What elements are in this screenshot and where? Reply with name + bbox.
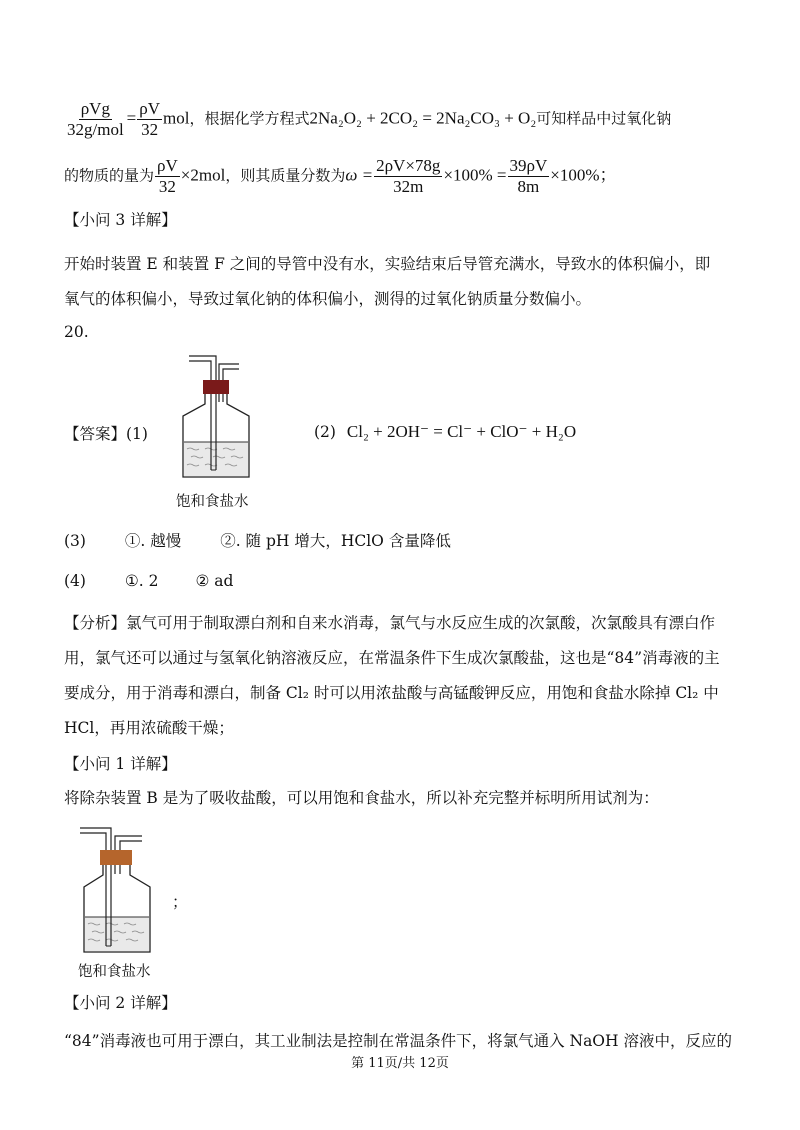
line-1: $\frac{\text{ρVg}}{\text{32g/mol}}$ = $\frac{\rho V}{32}$ mol，根据化学方程式2Na₂O₂ + 2CO₂ = 2Na₂CO₃ + O₂可知样品中过氧化钠 [67,99,672,139]
analysis-line-1: 【分析】氯气可用于制取漂白剂和自来水消毒，氯气与水反应生成的次氯酸，次氯酸具有漂白作 [64,614,716,632]
fraction-3: $\frac{\rho V}{32}$ [157,156,178,196]
fraction-1: $\frac{\text{ρVg}}{\text{32g/mol}}$ [67,99,124,139]
answer-2-equation: Cl₂ + 2OH⁻ = Cl⁻ + ClO⁻ + H₂O [346,422,577,441]
analysis-line-4: HCl，再用浓硫酸干燥； [64,719,234,737]
fraction-5: $\frac{39\rho V}{8m}$ [509,156,548,196]
stopper [203,380,229,394]
sub2-paragraph: “84”消毒液也可用于漂白，其工业制法是控制在常温条件下，将氯气通入 NaOH 溶液中，反应的 [64,1032,732,1050]
analysis-line-3: 要成分，用于消毒和漂白，制备 Cl₂ 时可以用浓盐酸与高锰酸钾反应，用饱和食盐水除掉 Cl₂ 中 [64,684,719,702]
line-2: 的物质的量为 $\frac{\rho V}{32}$ ×2mol，则其质量分数为ω = $\frac{2\rho V\times 78g}{32m}$ ×100% = $\frac{39\rho V}{8m}$ ×100%； [64,156,617,196]
question-number: 20. [64,323,89,341]
page-footer: 第 11页/共 12页 [351,1056,449,1071]
fraction-2: $\frac{\rho V}{32}$ [139,99,161,139]
bottle-label: 饱和食盐水 [176,494,249,510]
answer-4: (4) ①. 2 ② ad [64,572,234,590]
analysis-line-2: 用，氯气还可以通过与氢氧化钠溶液反应，在常温条件下生成次氯酸盐，这也是“84”消毒液的主 [64,649,720,667]
answer-2: (2) Cl₂ + 2OH⁻ = Cl⁻ + ClO⁻ + H₂O [314,422,577,441]
answer-label: 【答案】(1) [64,425,148,443]
sub1-heading: 【小问 1 详解】 [64,755,177,773]
fraction-4: $\frac{2\rho V\times 78g}{32m}$ [376,156,441,196]
bottle2-label: 饱和食盐水 [78,964,151,980]
sub3-heading: 【小问 3 详解】 [64,211,177,229]
answer-3: (3) ①. 越慢 ②. 随 pH 增大，HClO 含量降低 [64,532,451,550]
bottle2-punctuation: ； [172,893,188,911]
sub2-heading: 【小问 2 详解】 [64,994,177,1012]
sub3-paragraph-line1: 开始时装置 E 和装置 F 之间的导管中没有水，实验结束后导管充满水，导致水的体积偏小，即 [64,255,711,273]
stopper [100,850,132,865]
gas-washing-bottle-icon [175,352,255,482]
gas-washing-bottle-icon [70,822,160,962]
sub1-paragraph: 将除杂装置 B 是为了吸收盐酸，可以用饱和食盐水，所以补充完整并标明所用试剂为： [64,789,659,807]
sub3-paragraph-line2: 氧气的体积偏小，导致过氧化钠的体积偏小，测得的过氧化钠质量分数偏小。 [64,290,592,308]
